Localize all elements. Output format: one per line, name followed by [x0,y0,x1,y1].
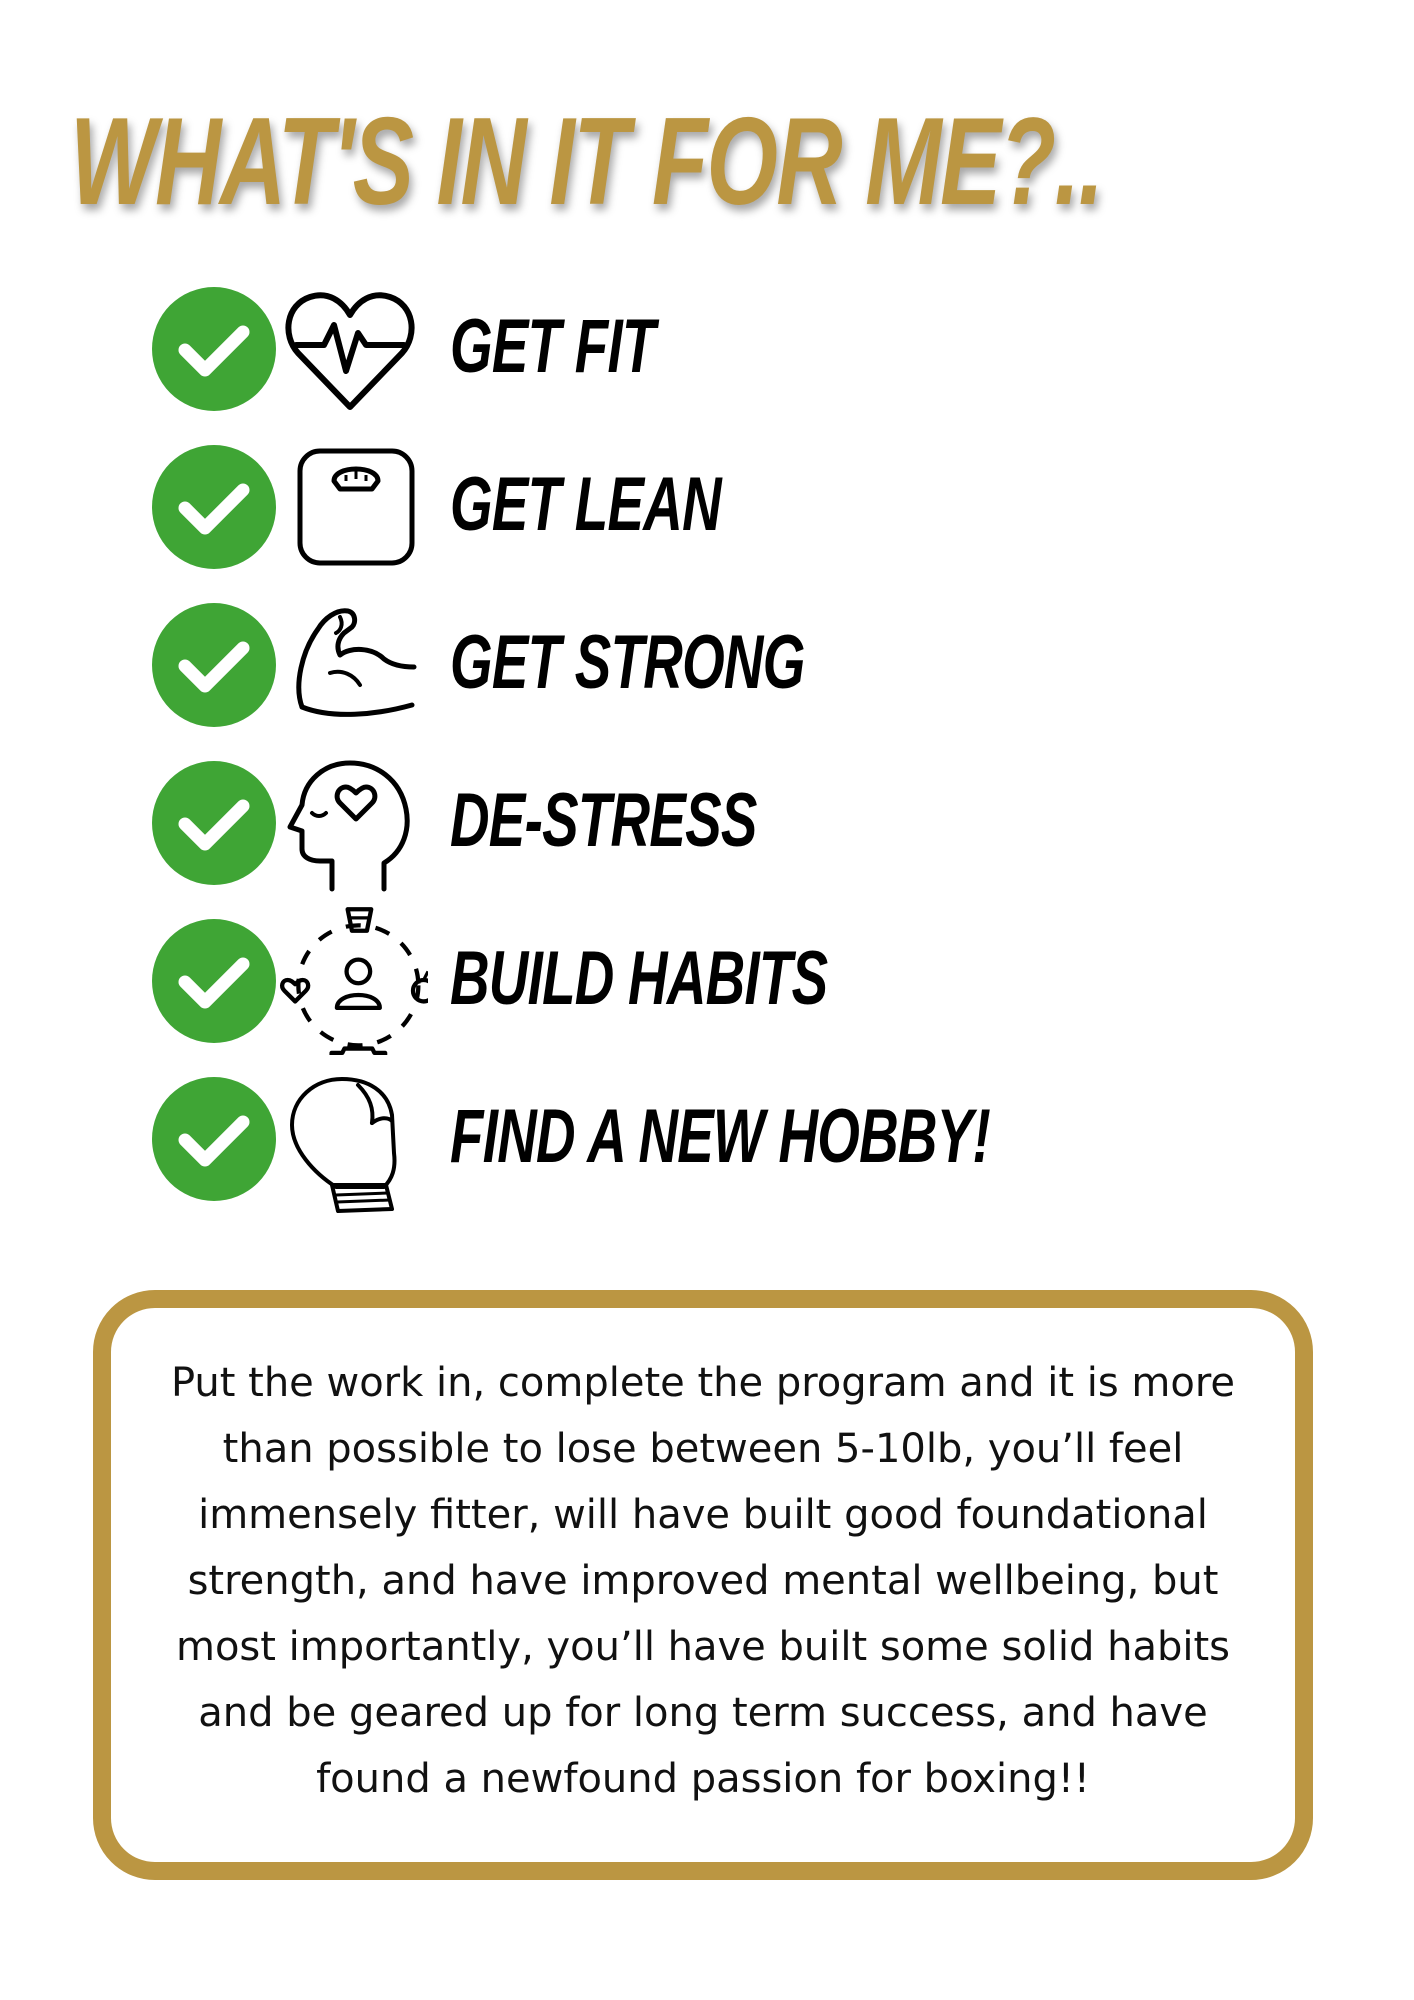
check-circle-icon [152,761,276,885]
benefit-list [152,287,1052,1235]
benefit-label: DE-STRESS [450,778,757,863]
summary-box [93,1290,1313,1880]
weighing-scale-icon [280,437,420,577]
benefit-item-find-a-new-hobby [152,1077,1052,1235]
benefit-item-get-lean [152,445,1052,603]
heartbeat-icon [280,279,420,419]
benefit-item-get-strong [152,603,1052,761]
flexed-bicep-icon [280,595,420,735]
check-circle-icon [152,287,276,411]
check-circle-icon [152,603,276,727]
benefit-label: FIND A NEW HOBBY! [450,1094,990,1179]
page-title: WHAT'S IN IT FOR ME?.. [70,93,1103,231]
benefit-label: BUILD HABITS [450,936,828,1021]
check-circle-icon [152,1077,276,1201]
benefit-item-get-fit [152,287,1052,445]
benefit-label: GET LEAN [450,462,721,547]
benefit-item-de-stress [152,761,1052,919]
benefit-item-build-habits [152,919,1052,1077]
benefit-label: GET FIT [450,304,655,389]
habit-cycle-icon [278,905,428,1055]
head-with-heart-icon [280,753,420,893]
boxing-glove-icon [280,1069,420,1219]
summary-text: Put the work in, complete the program and it is more than possible to lose between 5-10lb, you’ll feel immensely fitter, will have built good foundational strength, and have improved mental wellbeing, but most importantly, you’ll have built some solid habits and be geared up for long term success, and have found a newfound passion for boxing!! [170,1360,1236,1802]
check-circle-icon [152,445,276,569]
benefit-label: GET STRONG [450,620,805,705]
check-circle-icon [152,919,276,1043]
